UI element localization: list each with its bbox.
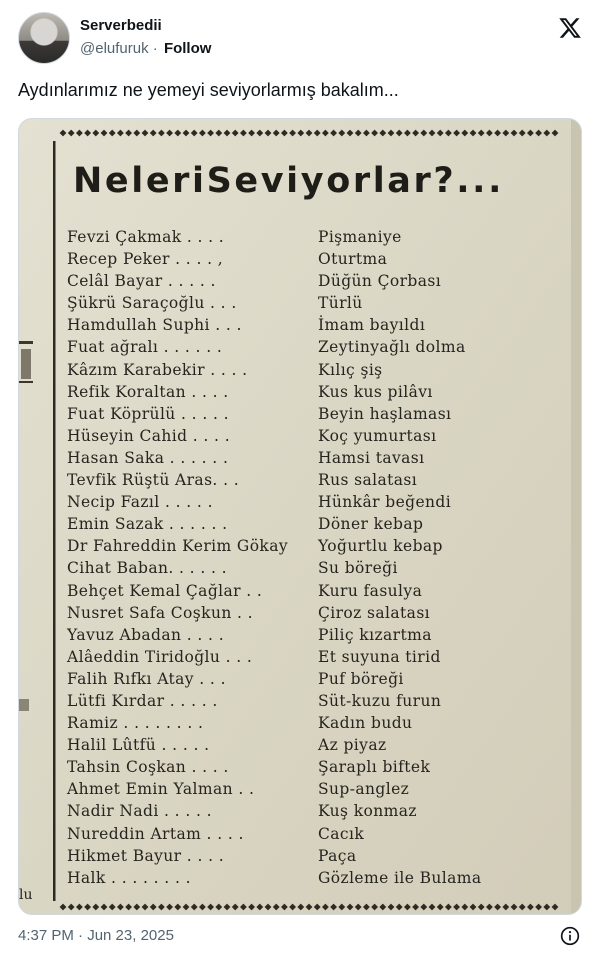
- tweet-timestamp[interactable]: 4:37 PM · Jun 23, 2025: [18, 927, 174, 944]
- person-name: Nureddin Artam . . . .: [67, 824, 244, 843]
- list-item: [67, 361, 557, 383]
- favorite-dish: Oturtma: [318, 250, 388, 269]
- edge-text-fragment: lu: [19, 887, 33, 903]
- person-name: Nadir Nadi . . . . .: [67, 802, 212, 821]
- person-name: Yavuz Abadan . . . .: [67, 625, 225, 644]
- favorite-dish: İmam bayıldı: [318, 316, 426, 335]
- list-item: [67, 780, 557, 802]
- list-item: [67, 847, 557, 869]
- list-item: [67, 559, 557, 581]
- favorite-dish: Süt-kuzu furun: [318, 691, 442, 710]
- favorite-dish: Kadın budu: [318, 714, 413, 733]
- favorite-dish: Gözleme ile Bulama: [318, 868, 482, 887]
- list-item: [67, 537, 557, 559]
- person-name: Fevzi Çakmak . . . .: [67, 228, 225, 246]
- person-name: Fuat ağralı . . . . . .: [67, 338, 223, 357]
- food-list: [67, 228, 557, 891]
- person-name: Hikmet Bayur . . . .: [67, 846, 225, 865]
- list-item: [67, 802, 557, 824]
- favorite-dish: Puf böreği: [318, 669, 404, 688]
- list-item: [67, 250, 557, 272]
- person-name: Lütfi Kırdar . . . . .: [67, 691, 218, 710]
- list-item: [67, 515, 557, 537]
- favorite-dish: Cacık: [318, 824, 365, 843]
- tweet-header: [18, 12, 582, 66]
- favorite-dish: Koç yumurtası: [318, 426, 437, 445]
- list-item: [67, 449, 557, 471]
- info-icon[interactable]: [560, 926, 580, 946]
- favorite-dish: Kılıç şiş: [318, 360, 383, 379]
- person-name: Recep Peker . . . . ,: [67, 250, 224, 269]
- favorite-dish: Paça: [318, 846, 357, 865]
- list-item: [67, 383, 557, 405]
- list-item: [67, 626, 557, 648]
- list-item: [67, 471, 557, 493]
- list-item: [67, 714, 557, 736]
- favorite-dish: Rus salatası: [318, 471, 418, 490]
- list-item: [67, 670, 557, 692]
- favorite-dish: Hünkâr beğendi: [318, 493, 452, 512]
- list-item: [67, 758, 557, 780]
- favorite-dish: Kus kus pilâvı: [318, 382, 433, 401]
- list-item: [67, 316, 557, 338]
- favorite-dish: Çiroz salatası: [318, 603, 431, 622]
- favorite-dish: Pişmaniye: [318, 228, 402, 246]
- favorite-dish: Düğün Çorbası: [318, 272, 442, 291]
- follow-button[interactable]: Follow: [163, 40, 212, 57]
- person-name: Emin Sazak . . . . . .: [67, 515, 228, 534]
- favorite-dish: Kuş konmaz: [318, 802, 417, 821]
- x-logo-icon[interactable]: [558, 16, 582, 40]
- favorite-dish: Et suyuna tirid: [318, 647, 441, 666]
- list-item: [67, 294, 557, 316]
- list-item: [67, 825, 557, 847]
- person-name: Hasan Saka . . . . . .: [67, 448, 229, 467]
- list-item: [67, 869, 557, 891]
- person-name: Ahmet Emin Yalman . .: [67, 780, 255, 799]
- person-name: Alâeddin Tiridoğlu . . .: [67, 647, 253, 666]
- list-item: [67, 338, 557, 360]
- favorite-dish: Az piyaz: [318, 736, 387, 755]
- person-name: Fuat Köprülü . . . . .: [67, 404, 229, 423]
- list-item: [67, 736, 557, 758]
- person-name: Ramiz . . . . . . . .: [67, 714, 204, 733]
- tweet-text: Aydınlarımız ne yemeyi seviyorlarmış bakalım...: [18, 80, 399, 100]
- person-name: Nusret Safa Coşkun . .: [67, 603, 254, 622]
- person-name: Hamdullah Suphi . . .: [67, 316, 242, 335]
- favorite-dish: Döner kebap: [318, 515, 424, 534]
- list-item: [67, 648, 557, 670]
- person-name: Kâzım Karabekir . . . .: [67, 360, 248, 379]
- person-name: Tevfik Rüştü Aras. . .: [67, 471, 240, 490]
- person-name: Hüseyin Cahid . . . .: [67, 426, 231, 445]
- tweet-footer: [18, 926, 582, 946]
- person-name: Falih Rıfkı Atay . . .: [67, 669, 226, 688]
- favorite-dish: Piliç kızartma: [318, 625, 432, 644]
- person-name: Halk . . . . . . . .: [67, 868, 191, 887]
- list-item: [67, 427, 557, 449]
- person-name: Necip Fazıl . . . . .: [67, 493, 213, 512]
- person-name: Şükrü Saraçoğlu . . .: [67, 294, 237, 313]
- clipping-title: NeleriSeviyorlar?...: [73, 161, 504, 201]
- favorite-dish: Kuru fasulya: [318, 581, 423, 600]
- favorite-dish: Hamsi tavası: [318, 448, 425, 467]
- favorite-dish: Şaraplı biftek: [318, 758, 431, 777]
- person-name: Celâl Bayar . . . . .: [67, 272, 216, 291]
- favorite-dish: Zeytinyağlı dolma: [318, 338, 466, 357]
- author-handle[interactable]: @elufuruk: [80, 40, 149, 57]
- person-name: Cihat Baban. . . . . .: [67, 559, 227, 578]
- favorite-dish: Sup-anglez: [318, 780, 410, 799]
- list-item: [67, 582, 557, 604]
- person-name: Behçet Kemal Çağlar . .: [67, 581, 263, 600]
- favorite-dish: Türlü: [318, 294, 363, 313]
- favorite-dish: Yoğurtlu kebap: [318, 537, 443, 556]
- author-display-name[interactable]: Serverbedii: [80, 17, 162, 34]
- favorite-dish: Beyin haşlaması: [318, 404, 452, 423]
- person-name: Dr Fahreddin Kerim Gökay: [67, 537, 289, 556]
- list-item: [67, 272, 557, 294]
- author-avatar[interactable]: [18, 12, 70, 64]
- list-item: [67, 692, 557, 714]
- person-name: Halil Lûtfü . . . . .: [67, 736, 210, 755]
- person-name: Refik Koraltan . . . .: [67, 382, 229, 401]
- list-item: [67, 228, 557, 250]
- list-item: [67, 405, 557, 427]
- list-item: [67, 604, 557, 626]
- handle-separator: ·: [152, 40, 158, 57]
- person-name: Tahsin Coşkan . . . .: [67, 758, 229, 777]
- author-handle-row: [80, 40, 211, 57]
- tweet-media-image[interactable]: [18, 118, 582, 915]
- list-item: [67, 493, 557, 515]
- favorite-dish: Su böreği: [318, 559, 398, 578]
